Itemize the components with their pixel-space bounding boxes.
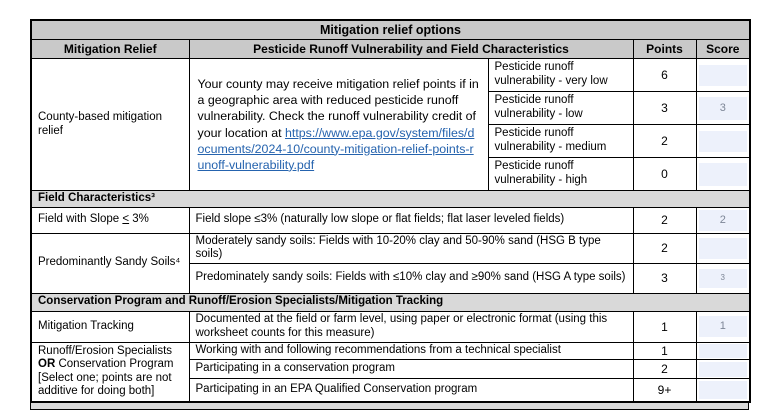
- vulnerability-option-label: Pesticide runoff vulnerability - medium: [488, 125, 633, 158]
- score-cell: [696, 92, 750, 125]
- score-cell: [696, 360, 750, 379]
- column-header-characteristics: Pesticide Runoff Vulnerability and Field Characteristics: [189, 40, 633, 59]
- table-row: [31, 342, 750, 359]
- score-input[interactable]: 2: [699, 210, 748, 231]
- score-input[interactable]: [699, 362, 748, 377]
- section-header-conservation: Conservation Program and Runoff/Erosion Specialists/Mitigation Tracking: [31, 293, 750, 311]
- specialists-label-text: Runoff/Erosion Specialists: [38, 344, 173, 357]
- sandy-soils-label: Predominantly Sandy Soils⁴: [31, 233, 189, 293]
- specialists-label-suffix: Conservation Program [Select one; points are not additive for doing both]: [38, 358, 174, 398]
- score-input[interactable]: 1: [699, 316, 748, 337]
- points-value: 9+: [633, 379, 696, 402]
- points-value: 2: [633, 233, 696, 263]
- specialist-criterion-text: Working with and following recommendations from a technical specialist: [189, 342, 633, 359]
- section-header-field-characteristics: Field Characteristics³: [31, 191, 750, 208]
- slope-label-suffix: 3%: [129, 213, 149, 226]
- column-header-mitigation-relief: Mitigation Relief: [31, 40, 189, 59]
- score-cell: [696, 59, 750, 92]
- table-row: [31, 233, 750, 263]
- score-input[interactable]: [699, 131, 748, 152]
- vulnerability-option-label: Pesticide runoff vulnerability - high: [488, 158, 633, 191]
- column-header-score: Score: [696, 40, 750, 59]
- table-title: Mitigation relief options: [31, 20, 750, 40]
- slope-label-text: Field with Slope: [38, 213, 123, 226]
- points-value: 3: [633, 92, 696, 125]
- county-mitigation-label: County-based mitigation relief: [31, 59, 189, 191]
- points-value: 1: [633, 311, 696, 342]
- points-value: 3: [633, 263, 696, 293]
- mitigation-relief-table: [30, 19, 749, 410]
- slope-criterion-text: Field slope ≤3% (naturally low slope or flat fields; flat laser leveled fields): [189, 207, 633, 233]
- slope-row-label: [31, 207, 189, 233]
- score-cell: [696, 342, 750, 359]
- points-value: 6: [633, 59, 696, 92]
- county-description-cell: [189, 59, 488, 191]
- points-value: 1: [633, 342, 696, 359]
- score-input[interactable]: 3: [699, 269, 748, 288]
- specialists-label: [31, 342, 189, 402]
- vulnerability-option-label: Pesticide runoff vulnerability - low: [488, 92, 633, 125]
- score-cell: [696, 379, 750, 402]
- sandy-criterion-text: Moderately sandy soils: Fields with 10-20% clay and 50-90% sand (HSG B type soils): [189, 233, 633, 263]
- less-than-underlined: <: [122, 213, 130, 226]
- table-row: [31, 59, 750, 92]
- score-input[interactable]: [699, 65, 748, 86]
- points-value: 2: [633, 207, 696, 233]
- sandy-criterion-text: Predominately sandy soils: Fields with ≤10% clay and ≥90% sand (HSG A type soils): [189, 263, 633, 293]
- score-input[interactable]: [699, 163, 748, 186]
- points-value: 2: [633, 125, 696, 158]
- score-input[interactable]: 3: [699, 97, 748, 120]
- score-cell: [696, 311, 750, 342]
- mitigation-tracking-label: Mitigation Tracking: [31, 311, 189, 342]
- points-value: 2: [633, 360, 696, 379]
- specialist-criterion-text: Participating in an EPA Qualified Conservation program: [189, 379, 633, 402]
- tracking-criterion-text: Documented at the field or farm level, using paper or electronic format (using this worksheet counts for this measure): [189, 311, 633, 342]
- points-value: 0: [633, 158, 696, 191]
- table-row: [31, 311, 750, 342]
- next-section-partial-row: [30, 403, 749, 410]
- vulnerability-option-label: Pesticide runoff vulnerability - very low: [488, 59, 633, 92]
- score-cell: [696, 125, 750, 158]
- score-input[interactable]: [699, 238, 748, 259]
- score-cell: [696, 158, 750, 191]
- score-cell: [696, 207, 750, 233]
- score-cell: [696, 233, 750, 263]
- score-input[interactable]: [699, 344, 748, 358]
- or-bold-text: OR: [38, 358, 56, 371]
- epa-vulnerability-link[interactable]: https://www.epa.gov/system/files/documents/2024-10/county-mitigation-relief-points-runoff-vulnerability.pdf: [197, 125, 475, 172]
- table-row: [31, 207, 750, 233]
- column-header-points: Points: [633, 40, 696, 59]
- score-input[interactable]: [699, 381, 748, 399]
- score-cell: [696, 263, 750, 293]
- county-description-text: Your county may receive mitigation relief points if in a geographic area with reduced pesticide runoff vulnerability. Check the runoff vulnerability credit of your location at: [197, 77, 479, 140]
- specialist-criterion-text: Participating in a conservation program: [189, 360, 633, 379]
